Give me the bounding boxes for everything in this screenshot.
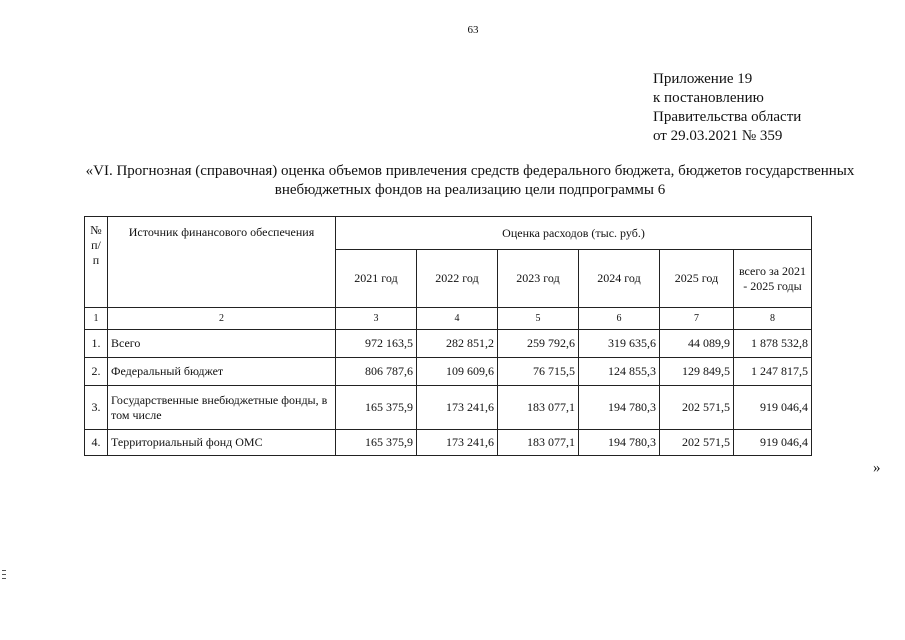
- table-row: [85, 386, 812, 430]
- value-cell: 173 241,6: [417, 430, 498, 456]
- header-estimate: Оценка расходов (тыс. руб.): [336, 217, 812, 250]
- column-number: 1: [85, 308, 108, 330]
- value-cell: 1 878 532,8: [734, 330, 812, 358]
- value-cell: 183 077,1: [498, 430, 579, 456]
- value-cell: 109 609,6: [417, 358, 498, 386]
- header-year: 2022 год: [417, 250, 498, 308]
- row-source: Федеральный бюджет: [108, 358, 336, 386]
- table-row: [85, 430, 812, 456]
- value-cell: 129 849,5: [660, 358, 734, 386]
- table-row: [85, 330, 812, 358]
- value-cell: 124 855,3: [579, 358, 660, 386]
- row-number: 3.: [85, 386, 108, 430]
- value-cell: 183 077,1: [498, 386, 579, 430]
- margin-mark: [2, 570, 6, 582]
- table-row: [85, 358, 812, 386]
- appendix-line: к постановлению: [653, 90, 764, 106]
- value-cell: 319 635,6: [579, 330, 660, 358]
- value-cell: 76 715,5: [498, 358, 579, 386]
- value-cell: 972 163,5: [336, 330, 417, 358]
- row-source: Государственные внебюджетные фонды, в том числе: [108, 386, 336, 430]
- column-number: 2: [108, 308, 336, 330]
- row-source: Всего: [108, 330, 336, 358]
- value-cell: 202 571,5: [660, 386, 734, 430]
- value-cell: 194 780,3: [579, 430, 660, 456]
- closing-quote: »: [873, 460, 881, 476]
- value-cell: 282 851,2: [417, 330, 498, 358]
- value-cell: 165 375,9: [336, 430, 417, 456]
- column-number: 6: [579, 308, 660, 330]
- value-cell: 919 046,4: [734, 430, 812, 456]
- appendix-line: Правительства области: [653, 109, 802, 125]
- value-cell: 202 571,5: [660, 430, 734, 456]
- value-cell: 165 375,9: [336, 386, 417, 430]
- value-cell: 919 046,4: [734, 386, 812, 430]
- value-cell: 194 780,3: [579, 386, 660, 430]
- header-no: № п/п: [85, 217, 108, 308]
- header-year: 2021 год: [336, 250, 417, 308]
- header-source: Источник финансового обеспечения: [108, 217, 336, 308]
- appendix-line: от 29.03.2021 № 359: [653, 128, 783, 144]
- value-cell: 806 787,6: [336, 358, 417, 386]
- row-source: Территориальный фонд ОМС: [108, 430, 336, 456]
- header-year: 2023 год: [498, 250, 579, 308]
- column-number: 3: [336, 308, 417, 330]
- heading-line: «VI. Прогнозная (справочная) оценка объемов привлечения средств федерального бюджета, бюджетов государственных: [85, 163, 855, 179]
- heading-line: внебюджетных фондов на реализацию цели подпрограммы 6: [274, 182, 666, 198]
- column-number: 4: [417, 308, 498, 330]
- value-cell: 1 247 817,5: [734, 358, 812, 386]
- header-total: всего за 2021 - 2025 годы: [734, 250, 812, 308]
- header-year: 2025 год: [660, 250, 734, 308]
- row-number: 2.: [85, 358, 108, 386]
- funding-table: [84, 216, 812, 456]
- appendix-reference: [653, 70, 801, 146]
- column-number: 7: [660, 308, 734, 330]
- column-number: 5: [498, 308, 579, 330]
- row-number: 4.: [85, 430, 108, 456]
- column-number: 8: [734, 308, 812, 330]
- row-number: 1.: [85, 330, 108, 358]
- appendix-line: Приложение 19: [653, 71, 753, 87]
- value-cell: 44 089,9: [660, 330, 734, 358]
- page-number: 63: [467, 24, 479, 36]
- value-cell: 259 792,6: [498, 330, 579, 358]
- value-cell: 173 241,6: [417, 386, 498, 430]
- header-year: 2024 год: [579, 250, 660, 308]
- section-heading: [70, 162, 870, 200]
